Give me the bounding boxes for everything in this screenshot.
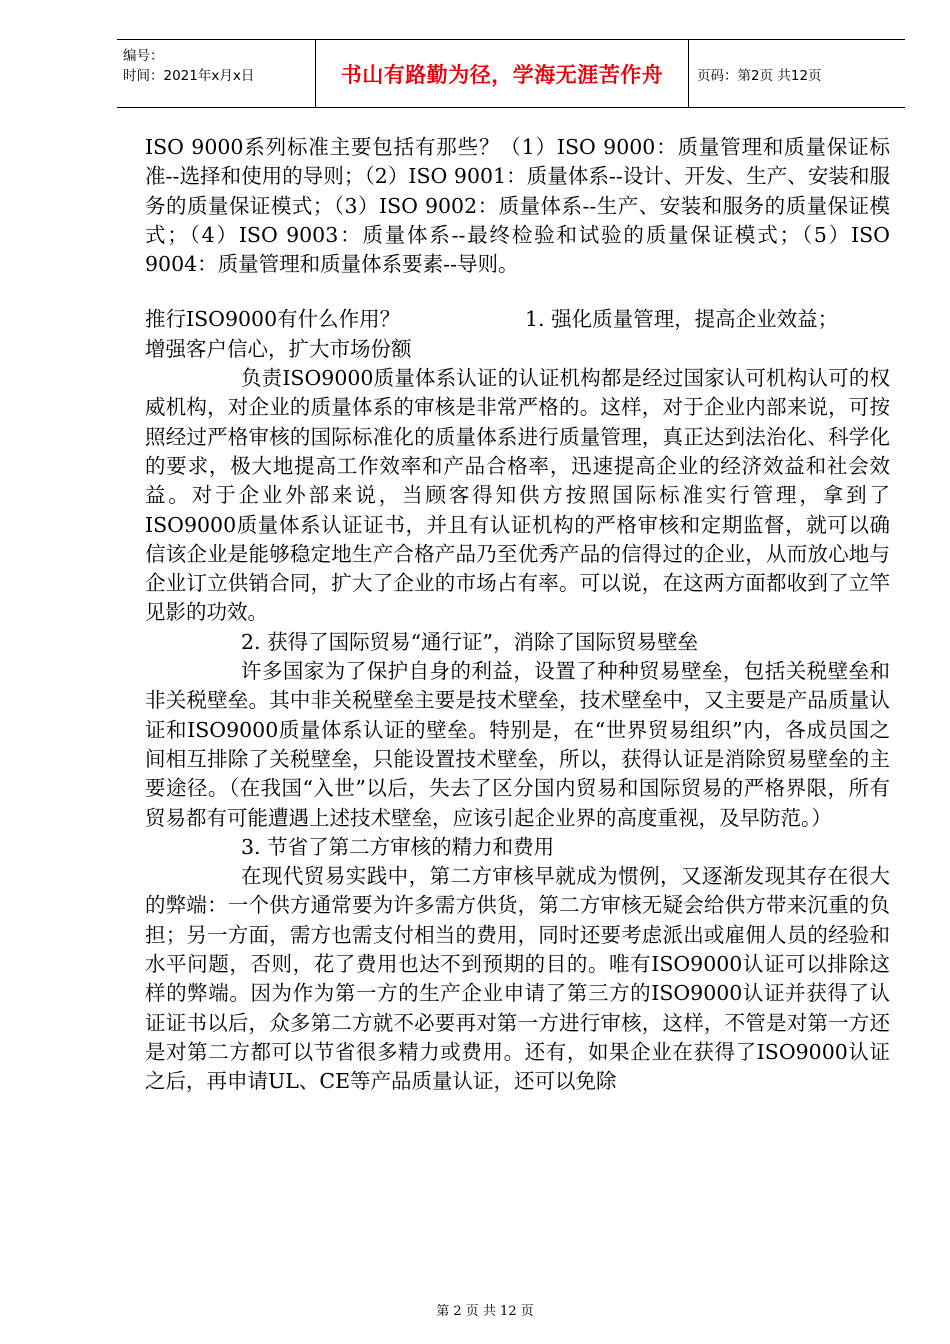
footer-page-number: 第 2 页 共 12 页: [436, 1304, 534, 1319]
paragraph-3: 在现代贸易实践中，第二方审核早就成为惯例，又逐渐发现其存在很大的弊端：一个供方通常要为许多需方供货，第二方审核无疑会给供方带来沉重的负担；另一方面，需方也需支付相当的费用，同时还要考虑派出或雇佣人员的经验和水平问题，否则，花了费用也达不到预期的目的。唯有ISO9000认证可以排除这样的弊端。因为作为第一方的生产企业申请了第三方的ISO9000认证并获得了认证证书以后，众多第二方就不必要再对第一方进行审核，这样，不管是对第一方还是对第二方都可以节省很多精力或费用。还有，如果企业在获得了ISO9000认证之后，再申请UL、CE等产品质量认证，还可以免除: [145, 864, 890, 1094]
point2-heading: 2. 获得了国际贸易“通行证”，消除了国际贸易壁垒: [241, 629, 699, 654]
motto-text: 书山有路勤为径，学海无涯苦作舟: [340, 62, 664, 87]
time-label: 时间：2021年x月x日: [123, 68, 255, 84]
point1-heading: 1. 强化质量管理，提高企业效益；: [525, 307, 839, 332]
page-info: 页码：第2页 共12页: [697, 67, 822, 84]
paragraph-1: 负责ISO9000质量体系认证的认证机构都是经过国家认可机构认可的权威机构，对企业的质量体系的审核是非常严格的。这样，对于企业内部来说，可按照经过严格审核的国际标准化的质量体系进行质量管理，真正达到法治化、科学化的要求，极大地提高工作效率和产品合格率，迅速提高企业的经济效益和社会效益。对于企业外部来说，当顾客得知供方按照国际标准实行管理，拿到了ISO9000质量体系认证证书，并且有认证机构的严格审核和定期监督，就可以确信该企业是能够稳定地生产合格产品乃至优秀产品的信得过的企业，从而放心地与企业订立供销合同，扩大了企业的市场占有率。可以说，在这两方面都收到了立竿见影的功效。: [145, 366, 890, 625]
number-label: 编号：: [123, 48, 164, 64]
paragraph-2: 许多国家为了保护自身的利益，设置了种种贸易壁垒，包括关税壁垒和非关税壁垒。其中非关税壁垒主要是技术壁垒，技术壁垒中，又主要是产品质量认证和ISO9000质量体系认证的壁垒。特别是，在“世界贸易组织”内，各成员国之间相互排除了关税壁垒，只能设置技术壁垒，所以，获得认证是消除贸易壁垒的主要途径。（在我国“入世”以后，失去了区分国内贸易和国际贸易的严格界限，所有贸易都有可能遭遇上述技术壁垒，应该引起企业界的高度重视，及早防范。）: [145, 659, 890, 830]
page-footer: [0, 1300, 950, 1319]
point1-continuation: 增强客户信心，扩大市场份额: [145, 336, 412, 361]
intro-paragraph: ISO 9000系列标准主要包括有那些？（1）ISO 9000：质量管理和质量保证标准--选择和使用的导则；（2）ISO 9001：质量体系--设计、开发、生产、安装和服务的质量保证模式；（3）ISO 9002：质量体系--生产、安装和服务的质量保证模式；（4）ISO 9003：质量体系--最终检验和试验的质量保证模式；（5）ISO 9004：质量管理和质量体系要素--导则。: [145, 135, 890, 277]
header-motto-cell: [315, 40, 689, 107]
document-body: [145, 133, 890, 1097]
page-header: [117, 39, 905, 108]
header-page-cell: [689, 40, 905, 107]
question-heading: 推行ISO9000有什么作用？: [145, 307, 401, 332]
question-line: [145, 305, 890, 334]
header-meta: [117, 40, 315, 107]
point3-heading: 3. 节省了第二方审核的精力和费用: [241, 834, 555, 859]
